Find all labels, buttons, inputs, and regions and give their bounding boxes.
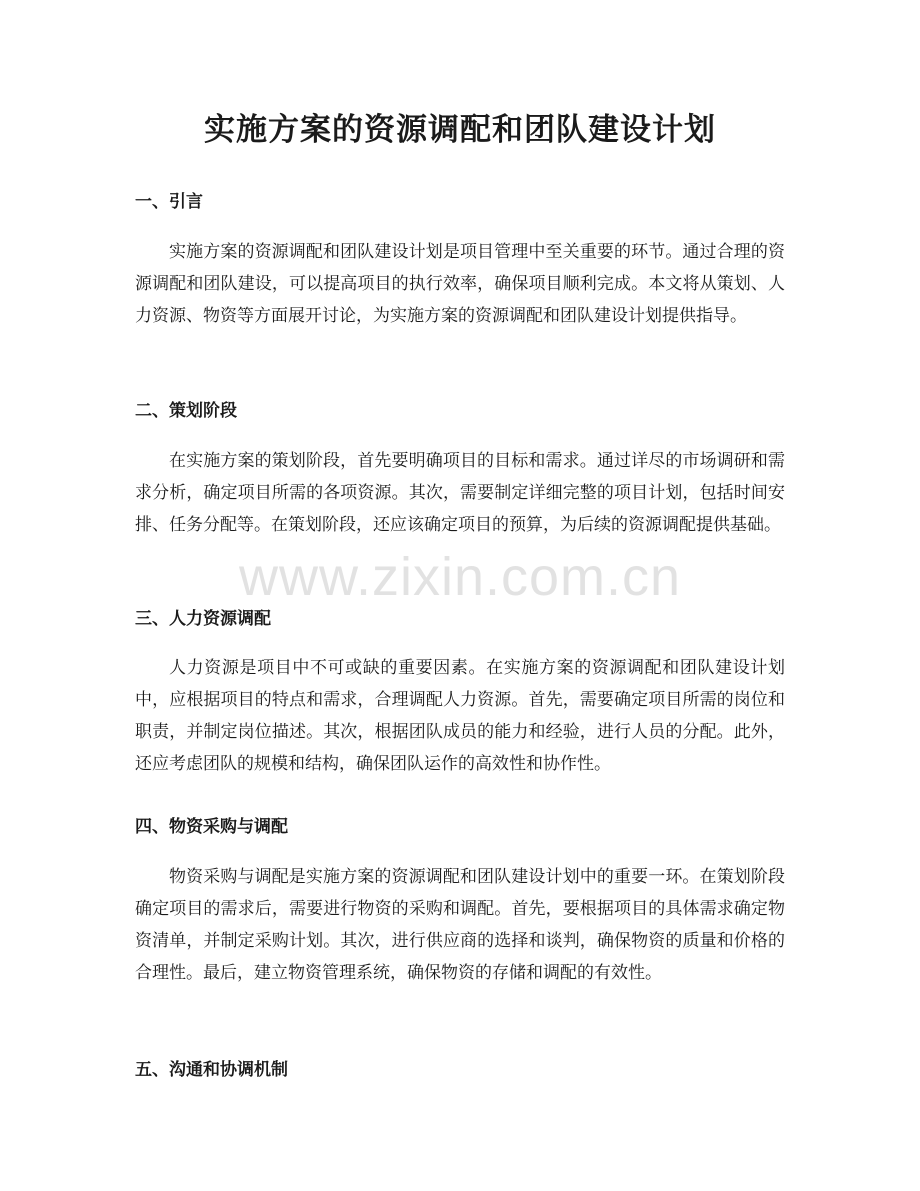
section-paragraph-human-resources: 人力资源是项目中不可或缺的重要因素。在实施方案的资源调配和团队建设计划中，应根据项目的特点和需求，合理调配人力资源。首先，需要确定项目所需的岗位和职责，并制定岗位描述。其次，根据团队成员的能力和经验，进行人员的分配。此外，还应考虑团队的规模和结构，确保团队运作的高效性和协作性。 bbox=[135, 658, 785, 774]
section-heading-planning: 二、策划阶段 bbox=[135, 401, 237, 421]
watermark: www.zixin.com.cn bbox=[238, 547, 682, 607]
section-paragraph-planning: 在实施方案的策划阶段，首先要明确项目的目标和需求。通过详尽的市场调研和需求分析，确定项目所需的各项资源。其次，需要制定详细完整的项目计划，包括时间安排、任务分配等。在策划阶段，还应该确定项目的预算，为后续的资源调配提供基础。 bbox=[135, 451, 785, 535]
document-title: 实施方案的资源调配和团队建设计划 bbox=[204, 112, 716, 148]
section-heading-materials: 四、物资采购与调配 bbox=[135, 817, 288, 837]
section-heading-communication: 五、沟通和协调机制 bbox=[135, 1060, 288, 1080]
section-paragraph-materials: 物资采购与调配是实施方案的资源调配和团队建设计划中的重要一环。在策划阶段确定项目的需求后，需要进行物资的采购和调配。首先，要根据项目的具体需求确定物资清单，并制定采购计划。其次，进行供应商的选择和谈判，确保物资的质量和价格的合理性。最后，建立物资管理系统，确保物资的存储和调配的有效性。 bbox=[135, 867, 785, 983]
section-heading-human-resources: 三、人力资源调配 bbox=[135, 609, 271, 629]
section-heading-introduction: 一、引言 bbox=[135, 192, 203, 212]
section-paragraph-introduction: 实施方案的资源调配和团队建设计划是项目管理中至关重要的环节。通过合理的资源调配和团队建设，可以提高项目的执行效率，确保项目顺利完成。本文将从策划、人力资源、物资等方面展开讨论，为实施方案的资源调配和团队建设计划提供指导。 bbox=[135, 242, 785, 326]
